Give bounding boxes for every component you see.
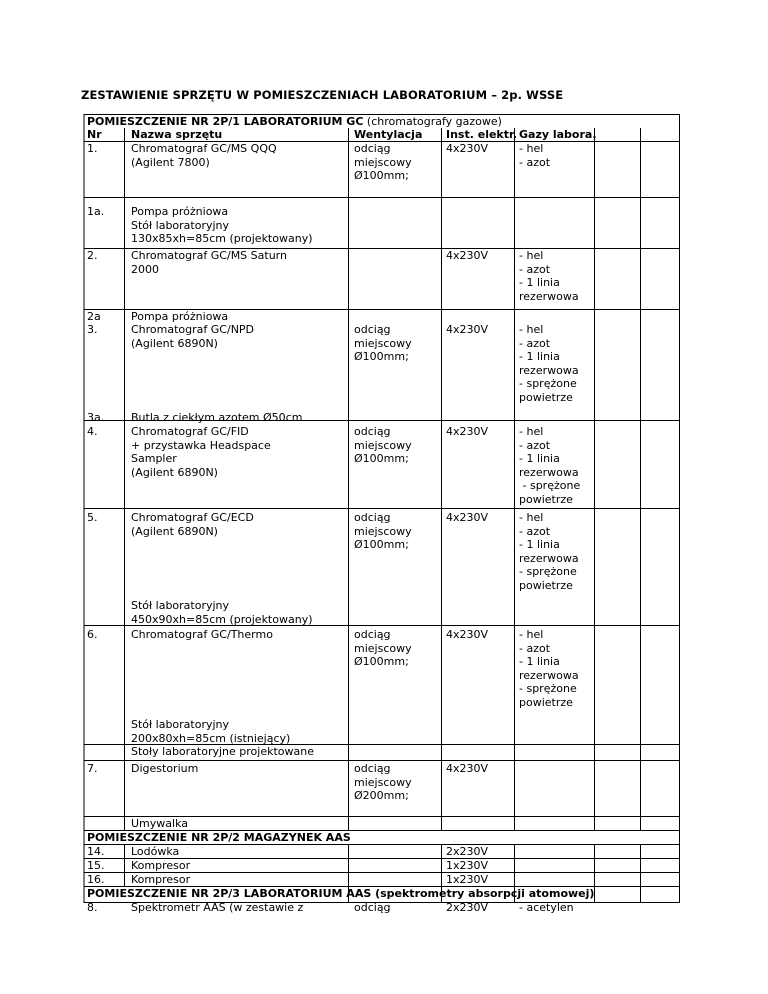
row-7b-name: Umywalka <box>131 817 188 830</box>
row-15-elec: 1x230V <box>446 859 489 872</box>
row-4-vent: odciąg miejscowy Ø100mm; <box>354 425 412 465</box>
row-16-elec: 1x230V <box>446 873 489 886</box>
header-gas: Gazy labora. <box>519 128 597 141</box>
header-nr: Nr <box>87 128 102 141</box>
row-2-name: Chromatograf GC/MS Saturn 2000 <box>131 249 287 276</box>
document-title: ZESTAWIENIE SPRZĘTU W POMIESZCZENIACH LABORATORIUM – 2p. WSSE <box>81 88 564 102</box>
row-7-elec: 4x230V <box>446 762 489 775</box>
row-8-nr: 8. <box>87 901 98 914</box>
row-6b-name: Stół laboratoryjny 200x80xh=85cm (istniejący) Stoły laboratoryjne projektowane <box>131 718 315 758</box>
row-4-name: Chromatograf GC/FID + przystawka Headspace Sampler (Agilent 6890N) <box>131 425 271 479</box>
row-8-elec: 2x230V <box>446 901 489 914</box>
row-14-elec: 2x230V <box>446 845 489 858</box>
row-5b-name: Stół laboratoryjny 450x90xh=85cm (projektowany) <box>131 599 313 626</box>
header-vent: Wentylacja <box>354 128 423 141</box>
row-16-nr: 16. <box>87 873 105 886</box>
row-1-elec: 4x230V <box>446 142 489 155</box>
header-name: Nazwa sprzętu <box>131 128 223 141</box>
row-7-nr: 7. <box>87 762 98 775</box>
row-2-nr: 2. <box>87 249 98 262</box>
row-5-elec: 4x230V <box>446 511 489 524</box>
row-5-nr: 5. <box>87 511 98 524</box>
row-6-elec: 4x230V <box>446 628 489 641</box>
row-1-vent: odciąg miejscowy Ø100mm; <box>354 142 412 182</box>
row-2-gas: - hel - azot - 1 linia rezerwowa <box>519 249 579 303</box>
row-7-name: Digestorium <box>131 762 199 775</box>
section-1-title: POMIESZCZENIE NR 2P/1 LABORATORIUM GC (chromatografy gazowe) <box>87 115 502 128</box>
row-6-vent: odciąg miejscowy Ø100mm; <box>354 628 412 668</box>
row-3-elec: 4x230V <box>446 323 489 336</box>
row-3-gas: - hel - azot - 1 linia rezerwowa - sprężone powietrze <box>519 323 579 404</box>
row-2a-nr: 2a <box>87 310 101 323</box>
row-5-name: Chromatograf GC/ECD (Agilent 6890N) <box>131 511 254 538</box>
row-5-vent: odciąg miejscowy Ø100mm; <box>354 511 412 551</box>
row-3-name: Chromatograf GC/NPD (Agilent 6890N) <box>131 323 255 350</box>
row-8-vent: odciąg <box>354 901 391 914</box>
row-8-gas: - acetylen <box>519 901 574 914</box>
row-3-nr: 3. <box>87 323 98 336</box>
row-6-nr: 6. <box>87 628 98 641</box>
row-1a-nr: 1a. <box>87 205 105 218</box>
row-6-name: Chromatograf GC/Thermo <box>131 628 273 641</box>
row-8-name: Spektrometr AAS (w zestawie z <box>131 901 304 914</box>
row-4-elec: 4x230V <box>446 425 489 438</box>
row-16-name: Kompresor <box>131 873 191 886</box>
row-3a-nr: 3a. <box>87 411 105 424</box>
row-15-name: Kompresor <box>131 859 191 872</box>
row-7-vent: odciąg miejscowy Ø200mm; <box>354 762 412 802</box>
header-elec: Inst. elektr. <box>446 128 518 141</box>
row-5-gas: - hel - azot - 1 linia rezerwowa - sprężone powietrze <box>519 511 579 592</box>
row-3a-name: Butla z ciekłym azotem Ø50cm <box>131 411 303 424</box>
section-3-title: POMIESZCZENIE NR 2P/3 LABORATORIUM AAS (spektrometry absorpcji atomowej) <box>87 887 595 900</box>
row-1-nr: 1. <box>87 142 98 155</box>
row-14-nr: 14. <box>87 845 105 858</box>
row-4-gas: - hel - azot - 1 linia rezerwowa - sprężone powietrze <box>519 425 581 506</box>
row-3-vent: odciąg miejscowy Ø100mm; <box>354 323 412 363</box>
section-2-title: POMIESZCZENIE NR 2P/2 MAGAZYNEK AAS <box>87 831 351 844</box>
row-2-elec: 4x230V <box>446 249 489 262</box>
row-6-gas: - hel - azot - 1 linia rezerwowa - sprężone powietrze <box>519 628 579 709</box>
row-4-nr: 4. <box>87 425 98 438</box>
row-2a-name: Pompa próżniowa <box>131 310 229 323</box>
row-1-name: Chromatograf GC/MS QQQ (Agilent 7800) <box>131 142 277 169</box>
row-1a-name: Pompa próżniowa Stół laboratoryjny 130x85xh=85cm (projektowany) <box>131 205 313 245</box>
row-1-gas: - hel - azot <box>519 142 551 169</box>
row-15-nr: 15. <box>87 859 105 872</box>
row-14-name: Lodówka <box>131 845 180 858</box>
